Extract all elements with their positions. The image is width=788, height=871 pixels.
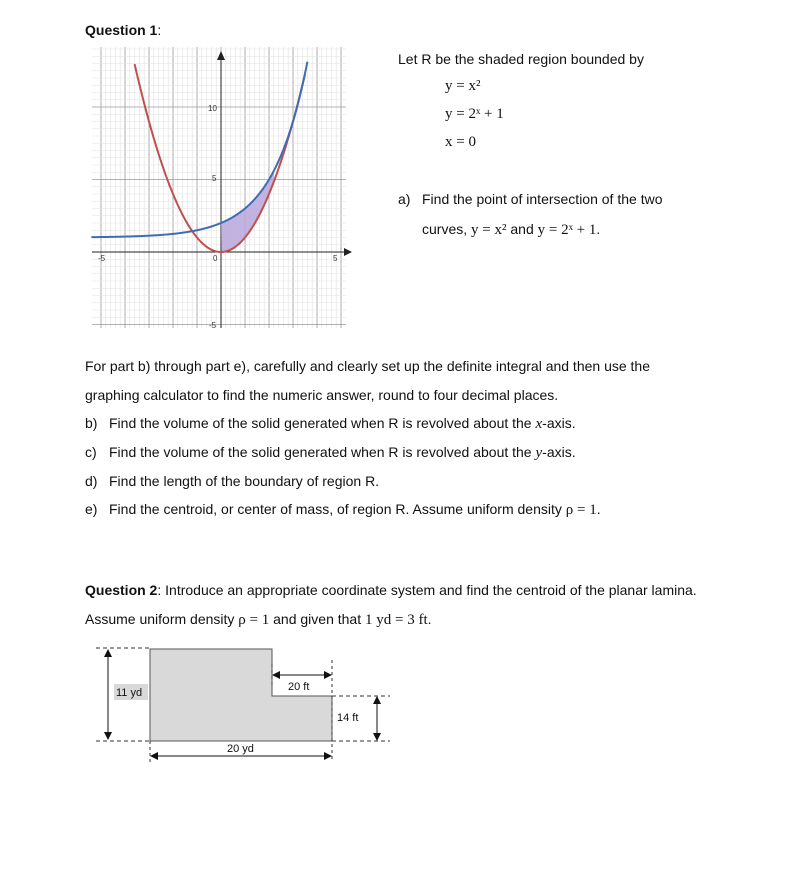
exponential-curve <box>91 62 307 237</box>
notch-width-label: 20 ft <box>288 681 310 693</box>
notch-height-arrow-top <box>373 696 381 704</box>
question-1-heading: Question 1: <box>85 22 162 38</box>
question-2-line-2: Assume uniform density ρ = 1 and given that 1 yd = 3 ft. <box>85 611 432 628</box>
part-e: e) Find the centroid, or center of mass, of region R. Assume uniform density ρ = 1. <box>85 501 601 518</box>
question-2-heading: Question 2 <box>85 582 158 598</box>
part-a-line-1: a) Find the point of intersection of the two <box>398 191 663 207</box>
part-a-label: a) <box>398 191 411 207</box>
region-description: Let R be the shaded region bounded by <box>398 51 644 67</box>
tick-x-neg5: -5 <box>98 254 106 263</box>
equation-exponential: y = 2ˣ + 1 <box>445 106 504 122</box>
height-arrow-bottom <box>104 732 112 740</box>
width-arrow-right <box>324 752 332 760</box>
width-arrow-left <box>150 752 158 760</box>
y-axis-arrow <box>217 51 225 60</box>
instructions-line-2: graphing calculator to find the numeric answer, round to four decimal places. <box>85 387 559 403</box>
height-arrow-top <box>104 649 112 657</box>
notch-width-arrow-right <box>324 671 332 679</box>
part-c: c) Find the volume of the solid generated when R is revolved about the y-axis. <box>85 444 576 461</box>
notch-height-label: 14 ft <box>337 712 359 724</box>
width-label: 20 yd <box>227 743 254 755</box>
region-graph <box>90 45 358 330</box>
lamina-figure <box>90 640 400 770</box>
part-b: b) Find the volume of the solid generated when R is revolved about the x-axis. <box>85 415 576 432</box>
x-axis-arrow <box>344 248 352 256</box>
height-label: 11 yd <box>116 687 143 699</box>
equation-vertical-line: x = 0 <box>445 134 476 150</box>
part-d: d) Find the length of the boundary of region R. <box>85 473 380 489</box>
tick-x-5: 5 <box>333 254 338 263</box>
tick-y-5: 5 <box>212 174 217 183</box>
tick-x-0: 0 <box>213 254 218 263</box>
grid <box>92 47 346 328</box>
instructions-line-1: For part b) through part e), carefully and clearly set up the definite integral and then use the <box>85 358 650 374</box>
tick-y-neg5: -5 <box>209 321 217 330</box>
equation-parabola: y = x² <box>445 78 481 94</box>
question-2-line-1: Question 2: Introduce an appropriate coordinate system and find the centroid of the planar lamina. <box>85 582 697 598</box>
notch-width-arrow-left <box>272 671 280 679</box>
part-a-line-2: curves, y = x² and y = 2ˣ + 1. <box>422 221 601 238</box>
tick-y-10: 10 <box>208 104 217 113</box>
lamina-shape <box>150 649 332 741</box>
notch-height-arrow-bottom <box>373 733 381 741</box>
